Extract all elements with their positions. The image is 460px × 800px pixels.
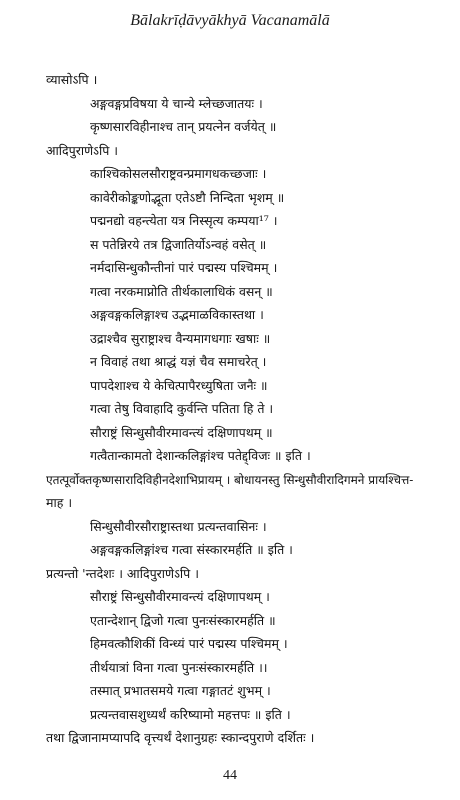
verse-line: पापदेशाश्च ये केचित्पापैरध्युषिता जनैः ॥ bbox=[90, 378, 268, 393]
text-line: आदिपुराणेऽपि । bbox=[46, 143, 119, 158]
verse-line: कृष्णसारविहीनाश्च तान् प्रयत्नेन वर्जयेत् ॥ bbox=[90, 119, 277, 134]
verse-line: अङ्गवङ्गकलिङ्गांश्च गत्वा संस्कारमर्हति ॥ इति । bbox=[90, 542, 293, 557]
text-line: प्रत्यन्तो 'न्तदेशः । आदिपुराणेऽपि । bbox=[46, 566, 199, 581]
text-line: व्यासोऽपि । bbox=[46, 72, 98, 87]
verse-line: स पतेन्निरये तत्र द्विजातिर्योऽन्वहं वसेत् ॥ bbox=[90, 237, 267, 252]
verse-line: पद्मनद्यो वहन्त्येता यत्र निस्सृत्य कम्पया¹⁷ । bbox=[90, 213, 278, 228]
verse-line: एतान्देशान् द्विजो गत्वा पुनःसंस्कारमर्हति ॥ bbox=[90, 613, 276, 628]
verse-line: काश्चिकोसलसौराष्ट्रवन्प्रमागधकच्छजाः । bbox=[90, 166, 267, 181]
verse-line: सौराष्ट्रं सिन्धुसौवीरमावन्त्यं दक्षिणापथम् । bbox=[90, 589, 270, 604]
verse-line: अङ्गवङ्गप्रविषया ये चान्ये म्लेच्छजातयः । bbox=[90, 96, 263, 111]
prose-line: एतत्पूर्वोक्तकृष्णसारादिविहीनदेशाभिप्रायम् । बोधायनस्तु सिन्धुसौवीरादिगमने प्रायश्चित्त- bbox=[46, 473, 414, 487]
verse-line: अङ्गवङ्गकलिङ्गाश्च उद्भमाळविकास्तथा । bbox=[90, 307, 264, 322]
prose-line: तथा द्विजानामप्यापदि वृत्त्यर्थं देशानुग्रहः स्कान्दपुराणे दर्शितः । bbox=[46, 730, 315, 745]
verse-line: गत्वा नरकमाप्नोति तीर्थकालाधिकं वसन् ॥ bbox=[90, 284, 273, 299]
verse-line: सौराष्ट्रं सिन्धुसौवीरमावन्त्यं दक्षिणापथम् ॥ bbox=[90, 425, 273, 440]
verse-line: नर्मदासिन्धुकौन्तीनां पारं पद्मस्य पश्चिमम् । bbox=[90, 260, 278, 275]
verse-line: तीर्थयात्रां विना गत्वा पुनःसंस्कारमर्हति ।। bbox=[90, 660, 268, 675]
prose-line: माह । bbox=[46, 495, 73, 510]
verse-line: कावेरीकोङ्कणोद्भूता एतेऽष्टौ निन्दिता भृशम् ॥ bbox=[90, 190, 285, 205]
verse-line: सिन्धुसौवीरसौराष्ट्रास्तथा प्रत्यन्तवासिनः । bbox=[90, 519, 267, 534]
verse-line: प्रत्यन्तवासशुध्यर्थं करिष्यामो महत्तपः ॥ इति । bbox=[90, 707, 291, 722]
verse-line: गत्वैतान्कामतो देशान्कलिङ्गांश्च पतेद्द्विजः ॥ इति । bbox=[90, 448, 311, 463]
verse-line: गत्वा तेषु विवाहादि कुर्वन्ति पतिता हि ते । bbox=[90, 401, 274, 416]
verse-line: उद्राश्चैव सुराष्ट्राश्च वैन्यमागधगाः खषाः ॥ bbox=[90, 331, 271, 346]
running-header: Bālakrīḍāvyākhyā Vacanamālā bbox=[130, 12, 330, 29]
verse-line: न विवाहं तथा श्राद्धं यज्ञं चैव समाचरेत् । bbox=[90, 354, 267, 369]
verse-line: तस्मात् प्रभातसमये गत्वा गङ्गातटं शुभम् । bbox=[90, 683, 271, 698]
verse-line: हिमवत्कौशिकीं विन्ध्यं पारं पद्मस्य पश्चिमम् । bbox=[90, 636, 288, 651]
page-number: 44 bbox=[223, 768, 237, 783]
